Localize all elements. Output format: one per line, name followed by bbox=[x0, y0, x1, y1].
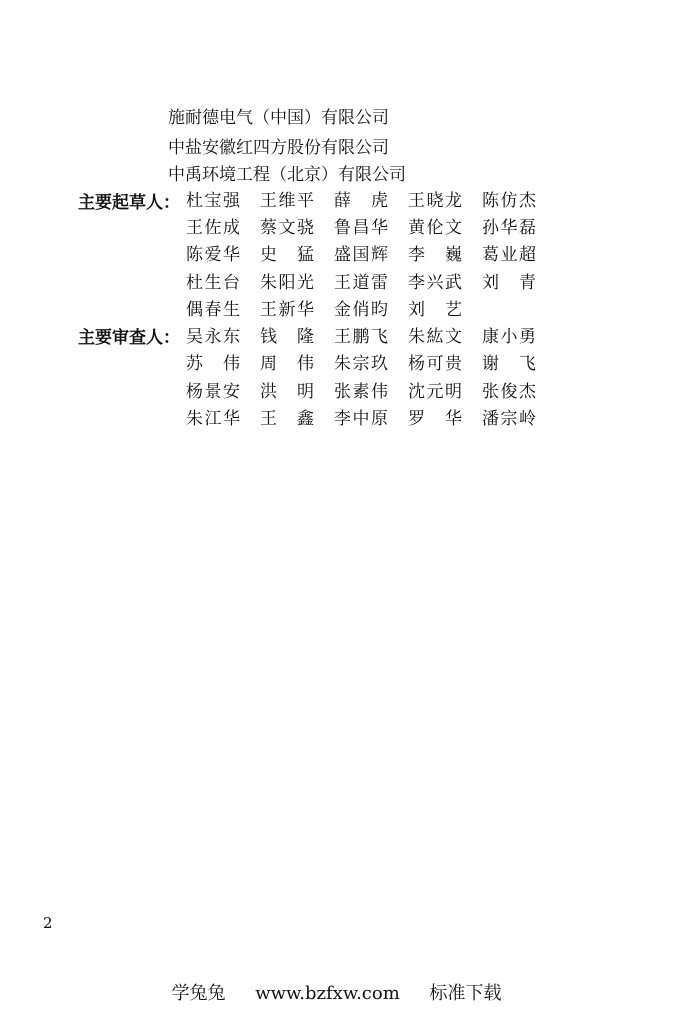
footer-tagline: 标准下载 bbox=[429, 983, 502, 1004]
person-name: 康小勇 bbox=[482, 327, 536, 347]
person-name: 李中原 bbox=[334, 409, 388, 429]
person-name: 薛 虎 bbox=[334, 191, 388, 211]
person-name: 潘宗岭 bbox=[482, 409, 536, 429]
person-name: 朱江华 bbox=[186, 409, 240, 429]
person-name: 陈爱华 bbox=[186, 245, 240, 265]
footer bbox=[0, 983, 673, 1005]
person-name: 李兴武 bbox=[408, 273, 462, 293]
person-name: 王新华 bbox=[260, 300, 314, 320]
person-name: 金俏昀 bbox=[334, 300, 388, 320]
person-name: 朱阳光 bbox=[260, 273, 314, 293]
person-name: 刘 艺 bbox=[408, 300, 462, 320]
person-name: 黄伦文 bbox=[408, 218, 462, 238]
footer-site-name: 学兔兔 bbox=[171, 983, 226, 1004]
person-name: 葛业超 bbox=[482, 245, 536, 265]
person-name: 刘 青 bbox=[482, 273, 536, 293]
person-name: 杨景安 bbox=[186, 382, 240, 402]
company-line: 中禹环境工程（北京）有限公司 bbox=[168, 165, 406, 185]
person-name: 王 鑫 bbox=[260, 409, 314, 429]
person-name: 谢 飞 bbox=[482, 354, 536, 374]
person-name: 李 巍 bbox=[408, 245, 462, 265]
company-line: 施耐德电气（中国）有限公司 bbox=[168, 108, 389, 128]
person-name: 罗 华 bbox=[408, 409, 462, 429]
person-name: 蔡文骁 bbox=[260, 218, 314, 238]
person-name: 王佐成 bbox=[186, 218, 240, 238]
drafters-label: 主要起草人： bbox=[78, 193, 180, 213]
person-name: 王道雷 bbox=[334, 273, 388, 293]
person-name: 洪 明 bbox=[260, 382, 314, 402]
person-name: 史 猛 bbox=[260, 245, 314, 265]
footer-url[interactable]: www.bzfxw.com bbox=[255, 983, 400, 1004]
person-name: 钱 隆 bbox=[260, 327, 314, 347]
person-name: 张素伟 bbox=[334, 382, 388, 402]
person-name: 张俊杰 bbox=[482, 382, 536, 402]
company-line: 中盐安徽红四方股份有限公司 bbox=[168, 138, 389, 158]
person-name: 陈仿杰 bbox=[482, 191, 536, 211]
person-name: 沈元明 bbox=[408, 382, 462, 402]
person-name: 王鹏飞 bbox=[334, 327, 388, 347]
person-name: 鲁昌华 bbox=[334, 218, 388, 238]
person-name: 孙华磊 bbox=[482, 218, 536, 238]
person-name: 吴永东 bbox=[186, 327, 240, 347]
page-number: 2 bbox=[43, 914, 53, 932]
person-name: 朱紘文 bbox=[408, 327, 462, 347]
person-name: 杨可贵 bbox=[408, 354, 462, 374]
person-name: 盛国辉 bbox=[334, 245, 388, 265]
person-name: 王晓龙 bbox=[408, 191, 462, 211]
person-name: 偶春生 bbox=[186, 300, 240, 320]
person-name: 朱宗玖 bbox=[334, 354, 388, 374]
person-name: 杜宝强 bbox=[186, 191, 240, 211]
person-name: 周 伟 bbox=[260, 354, 314, 374]
reviewers-label: 主要审查人： bbox=[78, 328, 180, 348]
person-name: 王维平 bbox=[260, 191, 314, 211]
person-name: 杜生台 bbox=[186, 273, 240, 293]
person-name: 苏 伟 bbox=[186, 354, 240, 374]
